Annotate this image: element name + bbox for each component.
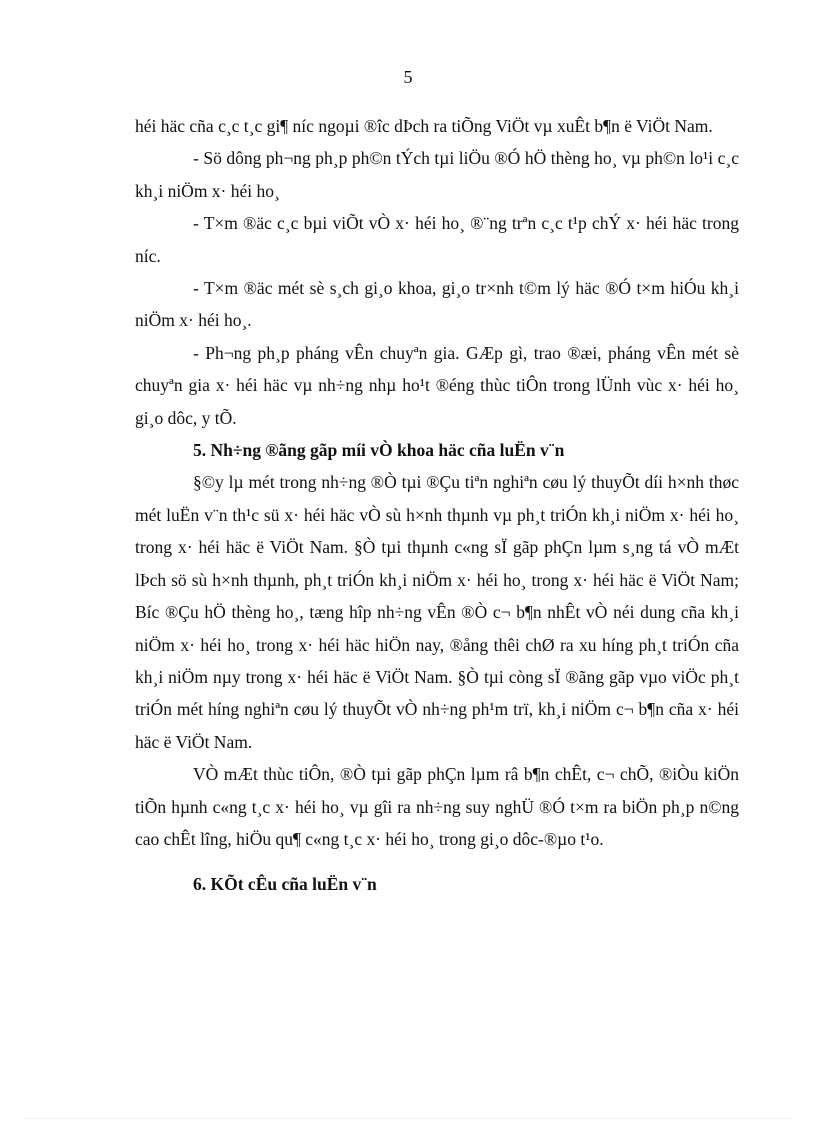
section-heading-6: 6. KÕt cÊu cña luËn v¨n <box>193 874 377 895</box>
method-textbooks: - T×m ®äc mét sè s¸ch gi¸o khoa, gi¸o tr×nh t©m lý häc ®Ó t×m hiÓu kh¸i niÖm x· héi ho¸. <box>135 278 739 331</box>
method-journal-articles: - T×m ®äc c¸c bµi viÕt vÒ x· héi ho¸ ®¨ng trªn c¸c t¹p chÝ x· héi häc trong níc. <box>135 213 739 266</box>
section-heading-5: 5. Nh÷ng ®ãng gãp míi vÒ khoa häc cña luËn v¨n <box>193 440 565 461</box>
paragraph-scientific-contribution: §©y lµ mét trong nh÷ng ®Ò tµi ®Çu tiªn nghiªn cøu lý thuyÕt díi h×nh thøc mét luËn v¨n th¹c sü x· héi häc vÒ sù h×nh thµnh vµ ph¸t triÓn kh¸i niÖm x· héi ho¸ trong x· héi häc ë ViÖt Nam. §Ò tµi thµnh c«ng sÏ gãp phÇn lµm s¸ng tá vÒ mÆt lÞch sö sù h×nh thµnh, ph¸t triÓn kh¸i niÖm x· héi ho¸ trong x· héi häc ë ViÖt Nam; Bíc ®Çu hÖ thèng ho¸, tæng hîp nh÷ng vÊn ®Ò c¬ b¶n nhÊt vÒ néi dung cña kh¸i niÖm x· héi ho¸ trong x· héi häc hiÖn nay, ®ång thêi chØ ra xu híng ph¸t triÓn cña kh¸i niÖm nµy trong x· héi häc ë ViÖt Nam. §Ò tµi còng sÏ ®ãng gãp vµo viÖc ph¸t triÓn mét híng nghiªn cøu lý thuyÕt vÒ nh÷ng ph¹m trï, kh¸i niÖm c¬ b¶n cña x· héi häc ë ViÖt Nam. <box>135 472 739 752</box>
paragraph-sources-continued: héi häc cña c¸c t¸c gi¶ níc ngoµi ®îc dÞch ra tiÕng ViÖt vµ xuÊt b¶n ë ViÖt Nam. <box>135 116 713 136</box>
document-body <box>135 110 739 901</box>
page-number: 5 <box>403 67 413 87</box>
method-expert-interviews: - Ph¬ng ph¸p pháng vÊn chuyªn gia. GÆp gì, trao ®æi, pháng vÊn mét sè chuyªn gia x· héi häc vµ nh÷ng nhµ ho¹t ®éng thùc tiÔn trong lÜnh vùc x· héi ho¸ gi¸o dôc, y tÕ. <box>135 342 739 428</box>
paragraph-practical-contribution: VÒ mÆt thùc tiÔn, ®Ò tµi gãp phÇn lµm râ b¶n chÊt, c¬ chÕ, ®iÒu kiÖn tiÕn hµnh c«ng t¸c x· héi ho¸ vµ gîi ra nh÷ng suy nghÜ ®Ó t×m ra biÖn ph¸p n©ng cao chÊt lîng, hiÖu qu¶ c«ng t¸c x· héi ho¸ trong gi¸o dôc-®µo t¹o. <box>135 764 739 849</box>
method-document-analysis: - Sö dông ph¬ng ph¸p ph©n tÝch tµi liÖu ®Ó hÖ thèng ho¸ vµ ph©n lo¹i c¸c kh¸i niÖm x· héi ho¸ <box>135 148 739 201</box>
page-bottom-divider <box>25 1118 791 1119</box>
